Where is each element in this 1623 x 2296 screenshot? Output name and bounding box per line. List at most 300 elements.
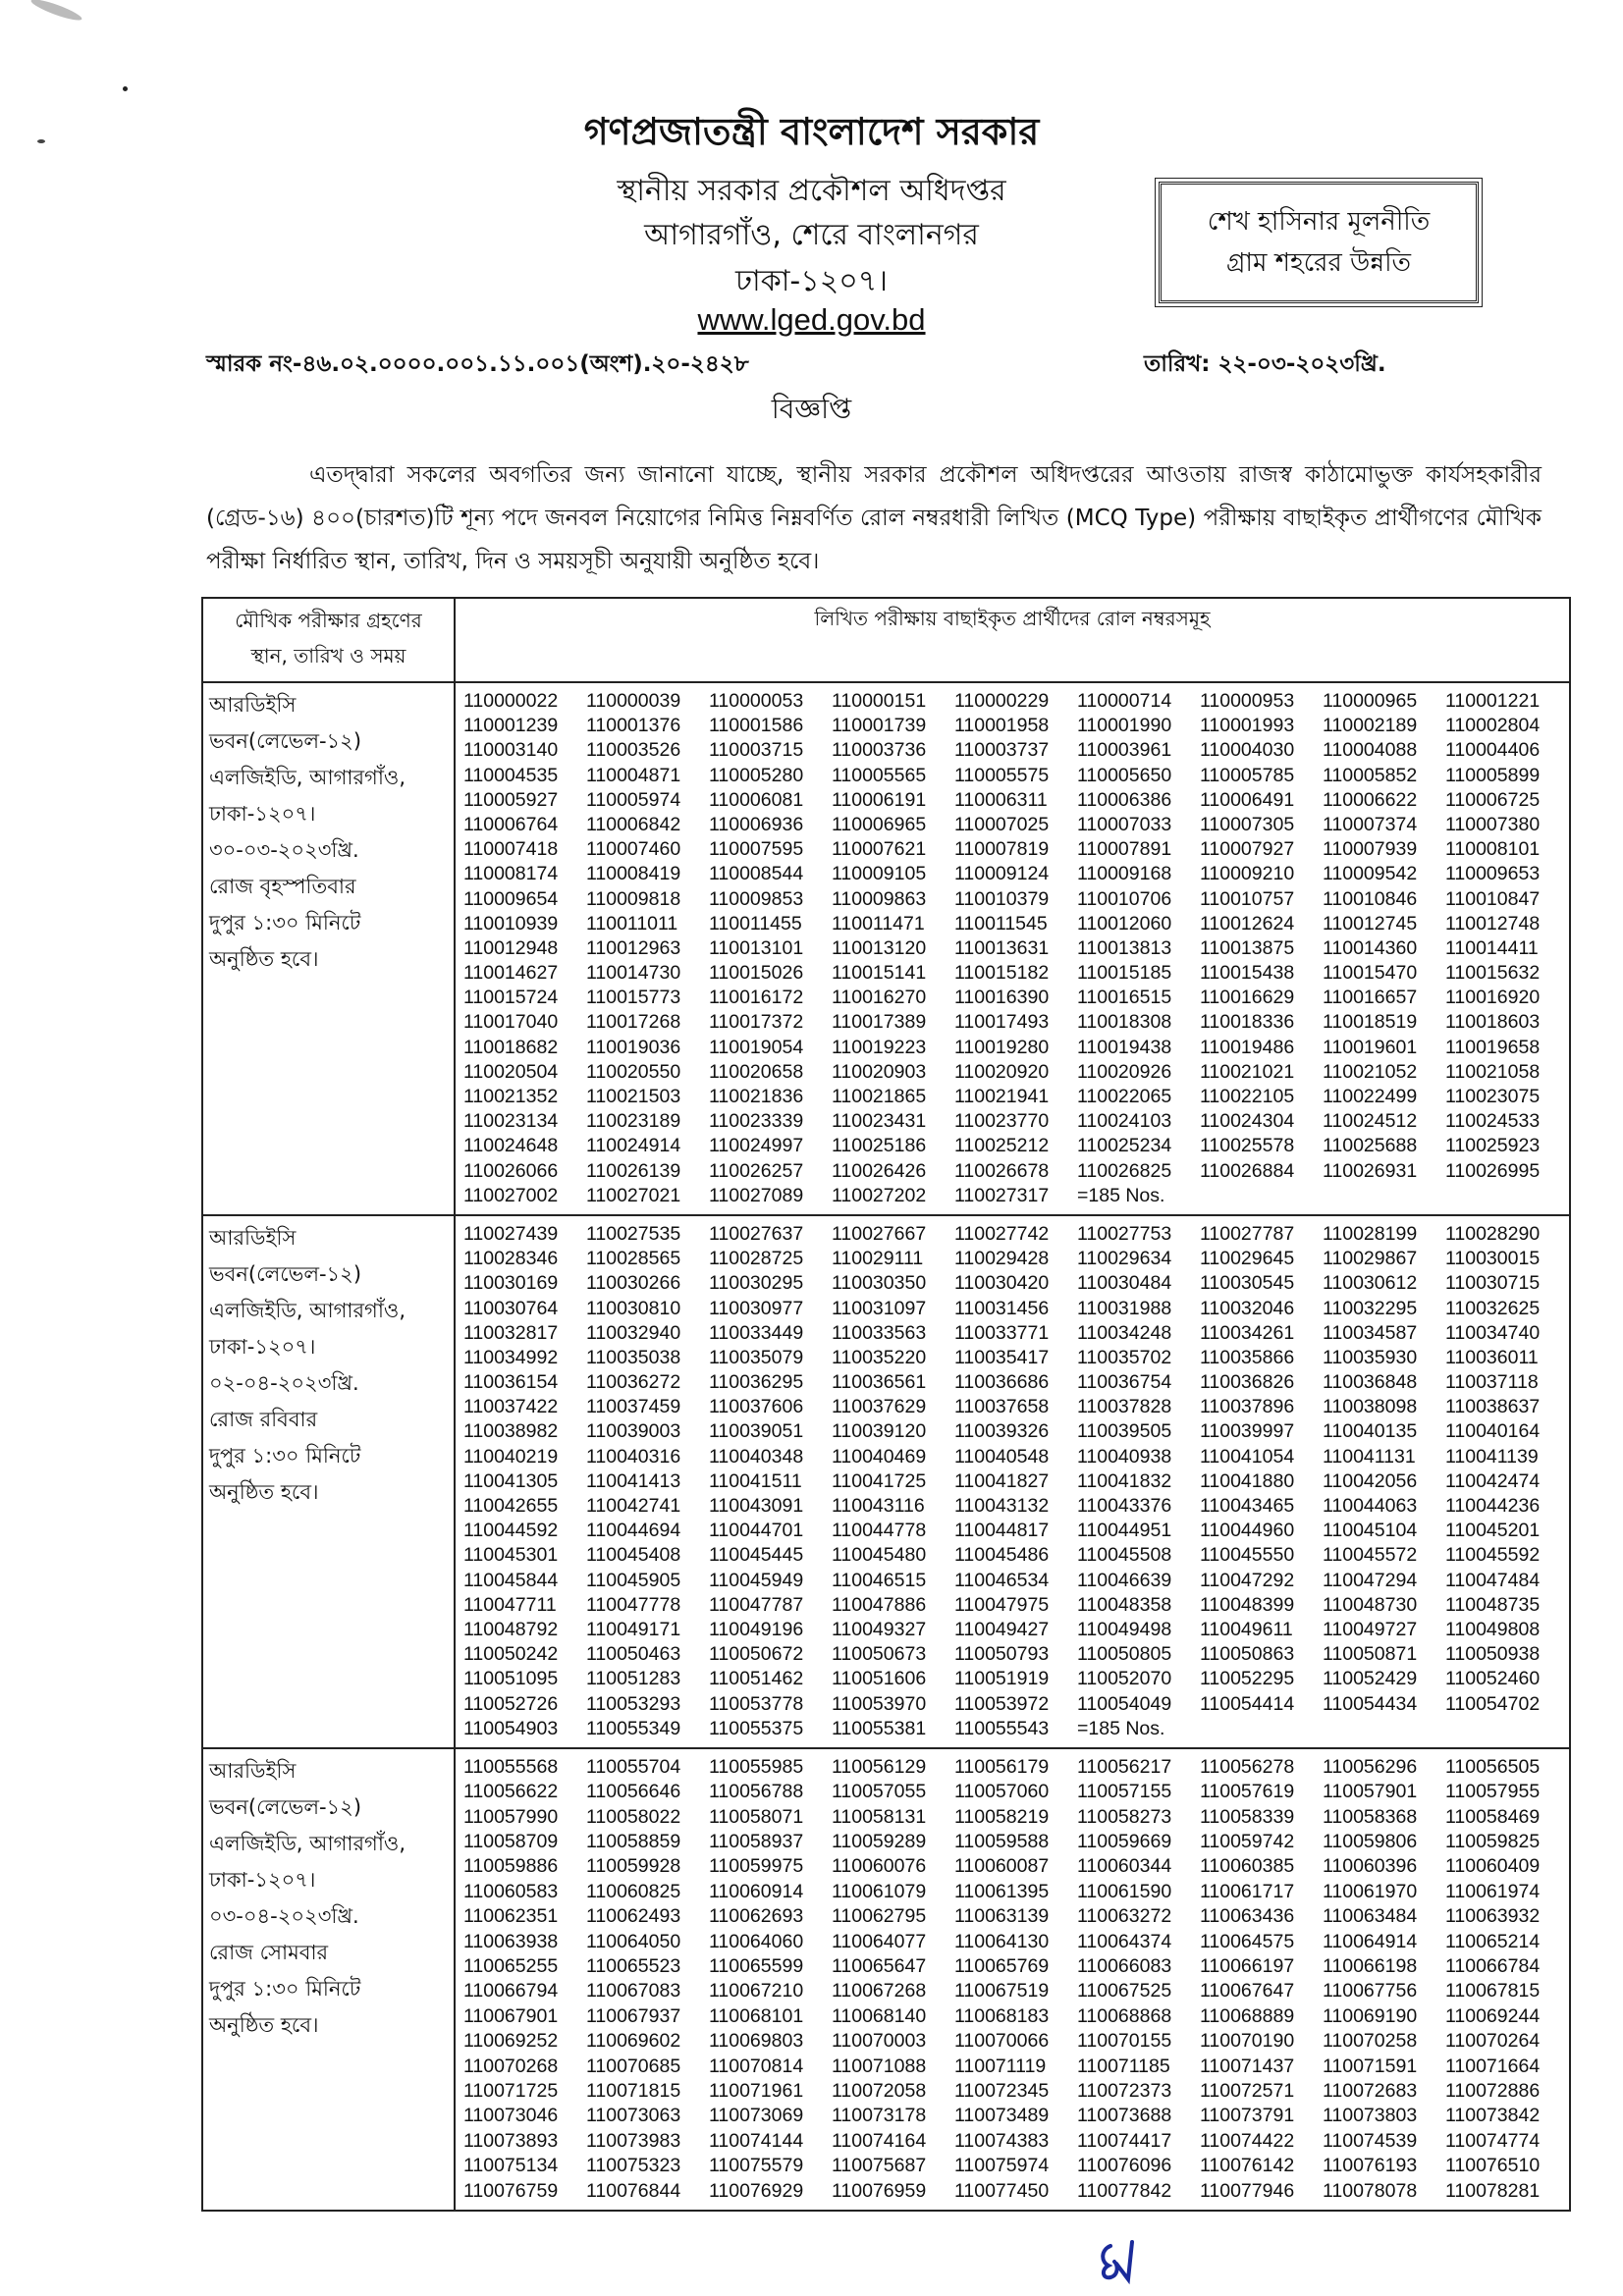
- roll-number: 110001239: [463, 715, 559, 737]
- roll-number: 110056646: [586, 1781, 681, 1803]
- roll-number: 110022105: [1200, 1086, 1295, 1107]
- roll-number: 110047787: [709, 1593, 804, 1616]
- roll-row: [463, 1036, 1569, 1060]
- roll-number: 110076510: [1445, 2155, 1541, 2177]
- roll-number: 110071185: [1077, 2055, 1170, 2077]
- roll-number: 110045480: [832, 1544, 927, 1567]
- roll-number: 110030350: [832, 1272, 927, 1295]
- roll-number: 110020920: [954, 1060, 1050, 1083]
- roll-number: 110041827: [954, 1469, 1050, 1492]
- roll-number: 110026884: [1200, 1159, 1295, 1182]
- roll-number: 110066083: [1077, 1955, 1172, 1977]
- roll-number: 110030420: [954, 1272, 1050, 1295]
- roll-number: 110064060: [709, 1930, 804, 1952]
- roll-number: 110026995: [1445, 1159, 1541, 1182]
- roll-number: 110067210: [709, 1980, 804, 2002]
- roll-number: 110015724: [463, 987, 559, 1009]
- roll-numbers-cell: [455, 682, 1570, 1215]
- roll-number: 110023431: [832, 1110, 927, 1133]
- roll-number: 110048358: [1077, 1593, 1172, 1616]
- roll-number: 110001958: [954, 715, 1050, 737]
- roll-number: 110058131: [832, 1805, 927, 1828]
- roll-number: 110064914: [1323, 1930, 1418, 1952]
- roll-number: 110015026: [709, 962, 804, 985]
- roll-number: 110049808: [1445, 1618, 1541, 1640]
- roll-number: 110072345: [954, 2079, 1050, 2102]
- roll-row: [463, 714, 1569, 738]
- roll-number: 110020903: [832, 1060, 927, 1083]
- roll-number: 110041054: [1200, 1445, 1295, 1468]
- roll-number: 110059289: [832, 1831, 927, 1853]
- signature-initial: [1097, 2236, 1156, 2285]
- roll-number: 110004030: [1200, 739, 1295, 762]
- roll-row: [463, 887, 1569, 912]
- roll-number: 110058339: [1200, 1805, 1295, 1828]
- roll-row: [463, 1880, 1569, 1904]
- roll-number: 110073803: [1323, 2105, 1418, 2127]
- roll-row: [463, 1271, 1569, 1296]
- venue-line: রোজ সোমবার: [209, 1940, 329, 1964]
- roll-number: 110007927: [1200, 838, 1295, 861]
- roll-number: 110057155: [1077, 1781, 1172, 1803]
- roll-number: 110020658: [709, 1060, 804, 1083]
- section-total: =185 Nos.: [1077, 1184, 1165, 1206]
- roll-number: 110041832: [1077, 1469, 1172, 1492]
- roll-number: 110013120: [832, 936, 927, 959]
- roll-number: 110015632: [1445, 962, 1541, 985]
- roll-number: 110074144: [709, 2129, 804, 2152]
- venue-line: রোজ রবিবার: [209, 1407, 318, 1431]
- roll-number: 110001990: [1077, 715, 1172, 737]
- roll-number: 110071119: [954, 2055, 1047, 2077]
- roll-number: 110012748: [1445, 912, 1541, 934]
- roll-number: 110016270: [832, 987, 927, 1009]
- roll-number: 110004535: [463, 764, 559, 786]
- roll-number: 110073178: [832, 2105, 927, 2127]
- roll-row: [463, 1904, 1569, 1929]
- roll-number: 110036272: [586, 1371, 681, 1394]
- scan-smudge: [29, 0, 83, 24]
- table-header-row: [202, 598, 1570, 682]
- venue-line: দুপুর ১:৩০ মিনিটে: [209, 1976, 361, 2001]
- roll-number: 110058071: [709, 1805, 804, 1828]
- venue-line: এলজিইডি, আগারগাঁও,: [209, 766, 406, 789]
- slogan-line: গ্রাম শহরের উন্নতি: [1225, 248, 1412, 278]
- roll-number: 110034992: [463, 1346, 559, 1368]
- roll-number: 110059806: [1323, 1831, 1418, 1853]
- roll-number: 110019438: [1077, 1036, 1172, 1058]
- roll-number: 110045408: [586, 1544, 681, 1567]
- roll-number: 110078078: [1323, 2179, 1418, 2202]
- roll-number: 110068868: [1077, 2004, 1172, 2027]
- roll-number: 110003737: [954, 739, 1050, 762]
- roll-number: 110030715: [1445, 1272, 1541, 1295]
- roll-number: 110007460: [586, 838, 681, 861]
- venue-line: অনুষ্ঠিত হবে।: [209, 2012, 319, 2037]
- roll-number: 110004871: [586, 764, 681, 786]
- roll-number: 110043116: [832, 1495, 925, 1517]
- roll-number: 110058022: [586, 1805, 681, 1828]
- roll-number: 110070685: [586, 2055, 681, 2077]
- roll-row: [463, 2154, 1569, 2178]
- roll-number: 110045104: [1323, 1520, 1418, 1542]
- roll-number: 110047711: [463, 1593, 557, 1616]
- roll-number: 110076759: [463, 2179, 559, 2202]
- roll-number: 110073063: [586, 2105, 681, 2127]
- roll-number: 110016390: [954, 987, 1050, 1009]
- roll-number: 110030295: [709, 1272, 804, 1295]
- roll-number: 110036686: [954, 1371, 1050, 1394]
- roll-number: 110063272: [1077, 1905, 1172, 1928]
- roll-row: [463, 1805, 1569, 1830]
- venue-line: ভবন(লেভেল-১২): [209, 729, 362, 753]
- roll-number: 110057955: [1445, 1781, 1541, 1803]
- roll-number: 110005852: [1323, 764, 1418, 786]
- roll-row: [463, 788, 1569, 813]
- roll-number: 110066784: [1445, 1955, 1541, 1977]
- roll-number: 110067815: [1445, 1980, 1541, 2002]
- roll-row: [463, 2179, 1569, 2204]
- roll-number: 110041305: [463, 1469, 559, 1492]
- roll-number: 110041139: [1445, 1445, 1539, 1468]
- roll-number: 110048792: [463, 1618, 559, 1640]
- roll-number: 110010379: [954, 887, 1050, 910]
- roll-number: 110075579: [709, 2155, 804, 2177]
- roll-number: 110001376: [586, 715, 681, 737]
- roll-number: 110065214: [1445, 1930, 1541, 1952]
- roll-number: 110063938: [463, 1930, 559, 1952]
- venue-line: ০৩-০৪-২০২৩খ্রি.: [209, 1903, 359, 1928]
- roll-number: 110005974: [586, 788, 681, 811]
- roll-number: 110076929: [709, 2179, 804, 2202]
- roll-number: 110066198: [1323, 1955, 1418, 1977]
- roll-number: 110040548: [954, 1445, 1050, 1468]
- roll-number: 110001586: [709, 715, 804, 737]
- notice-body-text: এতদ্দ্বারা সকলের অবগতির জন্য জানানো যাচ্ছে, স্থানীয় সরকার প্রকৌশল অধিদপ্তরের আওতায় রাজস্ব কাঠামোভুক্ত কার্যসহকারীর (গ্রেড-১৬) ৪০০(চারশত)টি শূন্য পদে জনবল নিয়োগের নিমিত্ত নিম্নবর্ণিত রোল নম্বরধারী লিখিত (MCQ Type) পরীক্ষায় বাছাইকৃত প্রার্থীগণের মৌখিক পরীক্ষা নির্ধারিত স্থান, তারিখ, দিন ও সময়সূচী অনুযায়ী অনুষ্ঠিত হবে।: [206, 462, 1542, 574]
- roll-number: 110019036: [586, 1036, 681, 1058]
- roll-number: 110040938: [1077, 1445, 1172, 1468]
- roll-number: 110073489: [954, 2105, 1050, 2127]
- roll-number: 110031988: [1077, 1297, 1172, 1319]
- roll-number: 110058937: [709, 1831, 804, 1853]
- venue-line: ০২-০৪-২০২৩খ্রি.: [209, 1370, 359, 1395]
- roll-number: 110027439: [463, 1222, 559, 1245]
- roll-number: 110027317: [954, 1184, 1050, 1206]
- notice-title: বিজ্ঞপ্তি: [771, 393, 852, 425]
- roll-row: [463, 986, 1569, 1010]
- roll-number: 110067268: [832, 1980, 927, 2002]
- roll-number: 110009542: [1323, 863, 1418, 885]
- roll-number: 110071664: [1445, 2055, 1541, 2077]
- roll-number: 110044778: [832, 1520, 927, 1542]
- roll-number: 110060409: [1445, 1855, 1541, 1878]
- roll-number: 110049611: [1200, 1618, 1293, 1640]
- roll-number: 110072058: [832, 2079, 927, 2102]
- roll-number: 110034740: [1445, 1321, 1541, 1344]
- roll-number: 110008419: [586, 863, 681, 885]
- roll-number: 110030545: [1200, 1272, 1295, 1295]
- venue-line: এলজিইডি, আগারগাঁও,: [209, 1298, 406, 1322]
- roll-row: [463, 2104, 1569, 2128]
- roll-number: 110017493: [954, 1011, 1050, 1034]
- slogan-box: [1159, 182, 1479, 303]
- roll-number: 110070190: [1200, 2030, 1295, 2053]
- government-title: গণপ্রজাতন্ত্রী বাংলাদেশ সরকার: [583, 110, 1040, 153]
- roll-number: 110043465: [1200, 1495, 1295, 1517]
- roll-number: 110030266: [586, 1272, 681, 1295]
- roll-number: 110059975: [709, 1855, 804, 1878]
- roll-number: 110027202: [832, 1184, 927, 1206]
- roll-number: 110068101: [709, 2004, 804, 2027]
- roll-number: 110010939: [463, 912, 559, 934]
- roll-number: 110046639: [1077, 1569, 1172, 1591]
- roll-number: 110058469: [1445, 1805, 1541, 1828]
- roll-number: 110037828: [1077, 1396, 1172, 1418]
- roll-number: 110074422: [1200, 2129, 1295, 2152]
- roll-number: 110025234: [1077, 1135, 1172, 1157]
- roll-number: 110025688: [1323, 1135, 1418, 1157]
- roll-number: 110009853: [709, 887, 804, 910]
- roll-number: 110003715: [709, 739, 804, 762]
- roll-number: 110021836: [709, 1086, 804, 1107]
- venue-line: ভবন(লেভেল-১২): [209, 1261, 362, 1286]
- roll-number: 110060914: [709, 1880, 804, 1902]
- roll-number: 110076844: [586, 2179, 681, 2202]
- roll-number: 110061717: [1200, 1880, 1295, 1902]
- roll-number: 110068889: [1200, 2004, 1295, 2027]
- roll-number: 110042474: [1445, 1469, 1541, 1492]
- roll-number: 110000229: [954, 690, 1050, 712]
- roll-number: 110056296: [1323, 1755, 1418, 1778]
- roll-number: 110035038: [586, 1346, 681, 1368]
- roll-row: [463, 689, 1569, 714]
- venue-line: ঢাকা-১২০৭।: [209, 802, 316, 826]
- roll-number: 110065647: [832, 1955, 927, 1977]
- roll-row: [463, 1717, 1569, 1741]
- roll-row: [463, 1593, 1569, 1618]
- roll-number: 110065769: [954, 1955, 1050, 1977]
- roll-number: 110051283: [586, 1668, 681, 1690]
- roll-number: 110005927: [463, 788, 559, 811]
- roll-number: 110018603: [1445, 1011, 1541, 1034]
- venue-line: দুপুর ১:৩০ মিনিটে: [209, 911, 361, 934]
- roll-number: 110005280: [709, 764, 804, 786]
- roll-number: 110023339: [709, 1110, 804, 1133]
- roll-number: 110026257: [709, 1159, 804, 1182]
- roll-number: 110024304: [1200, 1110, 1295, 1133]
- roll-number: 110036011: [1445, 1346, 1539, 1368]
- roll-number: 110007891: [1077, 838, 1172, 861]
- roll-number: 110005650: [1077, 764, 1172, 786]
- roll-number: 110065255: [463, 1955, 559, 1977]
- venue-cell: [202, 1215, 455, 1748]
- roll-number: 110056788: [709, 1781, 804, 1803]
- venue-line: ভবন(লেভেল-১২): [209, 1794, 362, 1819]
- roll-number: 110043376: [1077, 1495, 1172, 1517]
- roll-number: 110028290: [1445, 1222, 1541, 1245]
- roll-number: 110016920: [1445, 987, 1541, 1009]
- roll-number: 110041725: [832, 1469, 927, 1492]
- roll-number: 110034587: [1323, 1321, 1418, 1344]
- roll-row: [463, 1346, 1569, 1370]
- roll-number: 110009653: [1445, 863, 1541, 885]
- roll-number: 110019486: [1200, 1036, 1295, 1058]
- website-link[interactable]: www.lged.gov.bd: [697, 302, 926, 337]
- roll-number: 110057055: [832, 1781, 927, 1803]
- roll-number: 110007819: [954, 838, 1050, 861]
- roll-number: 110009210: [1200, 863, 1295, 885]
- roll-number: 110036826: [1200, 1371, 1295, 1394]
- venue-cell: [202, 682, 455, 1215]
- roll-number: 110070258: [1323, 2030, 1418, 2053]
- roll-number: 110050242: [463, 1643, 559, 1666]
- roll-number: 110027002: [463, 1184, 559, 1206]
- roll-number: 110058368: [1323, 1805, 1418, 1828]
- roll-number: 110003736: [832, 739, 927, 762]
- roll-number: 110021352: [463, 1086, 559, 1107]
- roll-number: 110052429: [1323, 1668, 1418, 1690]
- roll-number: 110032625: [1445, 1297, 1541, 1319]
- roll-number: 110035702: [1077, 1346, 1172, 1368]
- roll-number: 110044701: [709, 1520, 804, 1542]
- roll-number: 110062493: [586, 1905, 681, 1928]
- roll-number: 110010847: [1445, 887, 1541, 910]
- roll-number: 110010706: [1077, 887, 1172, 910]
- roll-number: 110037896: [1200, 1396, 1295, 1418]
- roll-number: 110075134: [463, 2155, 559, 2177]
- roll-number: 110036295: [709, 1371, 804, 1394]
- roll-number: 110057060: [954, 1781, 1050, 1803]
- roll-number: 110078281: [1445, 2179, 1541, 2202]
- roll-number: 110008174: [463, 863, 559, 885]
- roll-number: 110052070: [1077, 1668, 1172, 1690]
- roll-number: 110009654: [463, 887, 559, 910]
- roll-number: 110045486: [954, 1544, 1050, 1567]
- roll-number: 110045550: [1200, 1544, 1295, 1567]
- roll-number: 110041413: [586, 1469, 681, 1492]
- roll-number: 110026139: [586, 1159, 681, 1182]
- roll-number: 110056622: [463, 1781, 559, 1803]
- roll-number: 110049327: [832, 1618, 927, 1640]
- roll-number: 110016515: [1077, 987, 1172, 1009]
- roll-number: 110060583: [463, 1880, 559, 1902]
- roll-row: [463, 1830, 1569, 1854]
- roll-number: 110015438: [1200, 962, 1295, 985]
- roll-number: 110007418: [463, 838, 559, 861]
- roll-number: 110055568: [463, 1755, 559, 1778]
- roll-number: 110027787: [1200, 1222, 1295, 1245]
- roll-number: 110069803: [709, 2030, 804, 2053]
- roll-number: 110061590: [1077, 1880, 1172, 1902]
- roll-number: 110049196: [709, 1618, 804, 1640]
- roll-number: 110073842: [1445, 2105, 1541, 2127]
- roll-number: 110059742: [1200, 1831, 1295, 1853]
- roll-number: 110058859: [586, 1831, 681, 1853]
- roll-number: 110050805: [1077, 1643, 1172, 1666]
- header-venue: [202, 598, 455, 682]
- roll-number: 110010846: [1323, 887, 1418, 910]
- roll-number: 110057901: [1323, 1781, 1418, 1803]
- header-venue-line: মৌখিক পরীক্ষার গ্রহণের: [235, 609, 422, 632]
- roll-number: 110056179: [954, 1755, 1050, 1778]
- roll-number: 110012060: [1077, 912, 1172, 934]
- roll-row: [463, 1494, 1569, 1519]
- roll-number: 110045905: [586, 1569, 681, 1591]
- roll-number: 110064130: [954, 1930, 1050, 1952]
- roll-number: 110061970: [1323, 1880, 1418, 1902]
- roll-number: 110019658: [1445, 1036, 1541, 1058]
- roll-number: 110035866: [1200, 1346, 1295, 1368]
- roll-row: [463, 1085, 1569, 1109]
- roll-number: 110051919: [954, 1668, 1050, 1690]
- roll-number: 110032817: [463, 1321, 559, 1344]
- roll-number: 110019601: [1323, 1036, 1418, 1058]
- roll-number: 110025186: [832, 1135, 927, 1157]
- roll-number: 110071961: [709, 2079, 804, 2102]
- roll-number: 110006764: [463, 813, 559, 835]
- roll-number: 110044817: [954, 1520, 1050, 1542]
- roll-row: [463, 1060, 1569, 1085]
- roll-number: 110076096: [1077, 2155, 1172, 2177]
- roll-row: [463, 1321, 1569, 1346]
- roll-number: 110015182: [954, 962, 1050, 985]
- venue-line: অনুষ্ঠিত হবে।: [209, 947, 319, 971]
- roll-number: 110070268: [463, 2055, 559, 2077]
- roll-row: [463, 1780, 1569, 1804]
- roll-number: 110075974: [954, 2155, 1050, 2177]
- roll-row: [463, 837, 1569, 862]
- roll-number: 110070003: [832, 2030, 927, 2053]
- roll-row: [463, 1159, 1569, 1184]
- roll-number: 110045445: [709, 1544, 804, 1567]
- roll-number: 110058219: [954, 1805, 1050, 1828]
- roll-number: 110016172: [709, 987, 804, 1009]
- roll-number: 110062693: [709, 1905, 804, 1928]
- roll-number: 110029428: [954, 1248, 1050, 1270]
- roll-number: 110027535: [586, 1222, 681, 1245]
- roll-row: [463, 1222, 1569, 1247]
- roll-number: 110073688: [1077, 2105, 1172, 2127]
- roll-number: 110040348: [709, 1445, 804, 1468]
- roll-number: 110040316: [586, 1445, 681, 1468]
- roll-number: 110005785: [1200, 764, 1295, 786]
- roll-number: 110051606: [832, 1668, 927, 1690]
- roll-number: 110070264: [1445, 2030, 1541, 2053]
- notice-body: [206, 454, 1542, 583]
- roll-number: 110000953: [1200, 690, 1295, 712]
- roll-row: [463, 2055, 1569, 2079]
- roll-number: 110003526: [586, 739, 681, 762]
- roll-number: 110055381: [832, 1717, 927, 1739]
- roll-number: 110041131: [1323, 1445, 1416, 1468]
- roll-number: 110009124: [954, 863, 1050, 885]
- roll-number: 110030612: [1323, 1272, 1418, 1295]
- roll-number: 110006936: [709, 813, 804, 835]
- roll-number: 110050871: [1323, 1643, 1418, 1666]
- roll-number: 110011471: [832, 912, 925, 934]
- roll-number: 110053293: [586, 1692, 681, 1715]
- roll-number: 110030810: [586, 1297, 681, 1319]
- roll-number: 110039505: [1077, 1420, 1172, 1443]
- roll-number: 110050938: [1445, 1643, 1541, 1666]
- roll-number: 110023189: [586, 1110, 681, 1133]
- roll-number: 110015773: [586, 987, 681, 1009]
- roll-row: [463, 1370, 1569, 1395]
- roll-number: 110032295: [1323, 1297, 1418, 1319]
- roll-number: 110014411: [1445, 936, 1539, 959]
- roll-number: 110073791: [1200, 2105, 1295, 2127]
- memo-number: স্মারক নং-৪৬.০২.০০০০.০০১.১১.০০১(অংশ).২০-২৪২৮: [206, 351, 749, 377]
